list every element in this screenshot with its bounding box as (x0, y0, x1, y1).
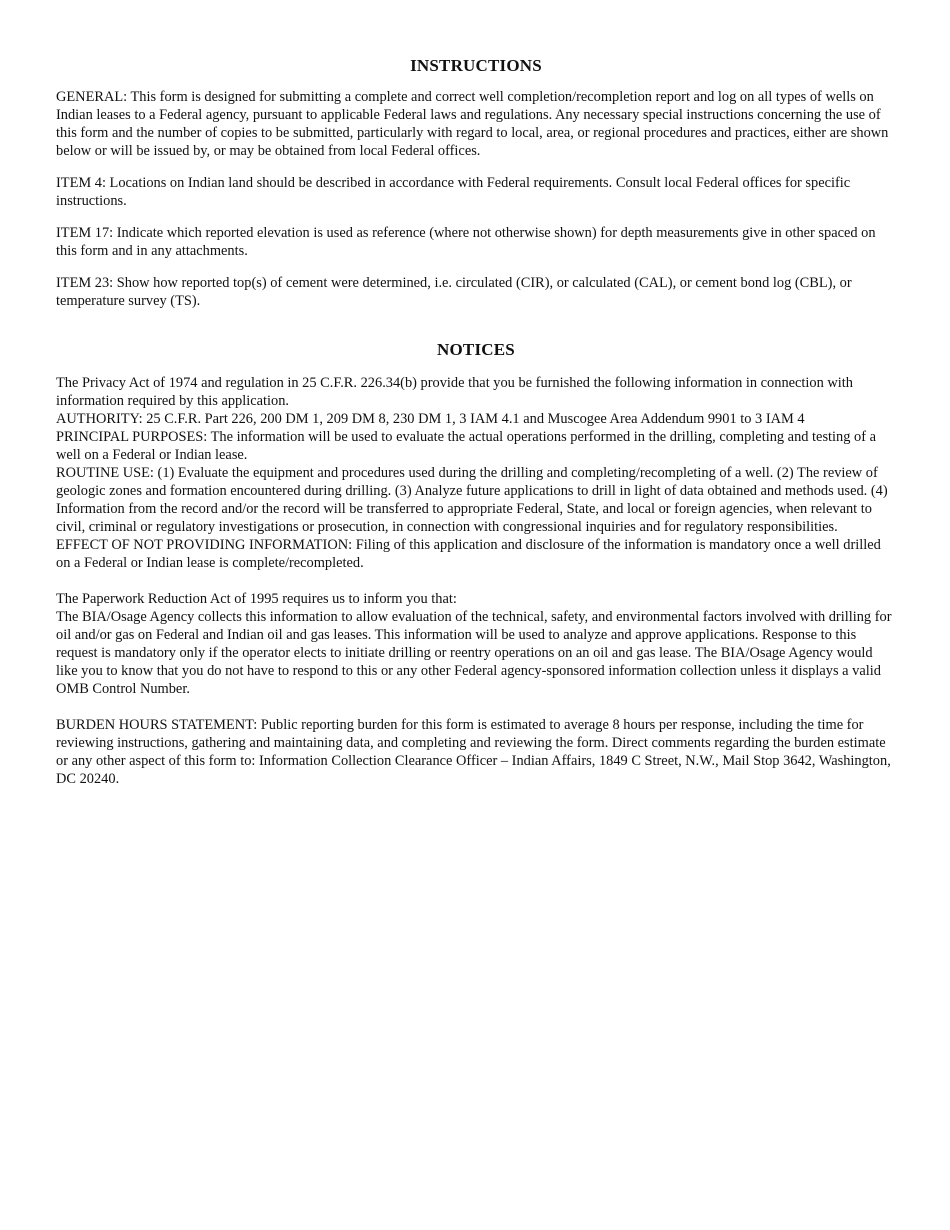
privacy-act-intro: The Privacy Act of 1974 and regulation in 25 C.F.R. 226.34(b) provide that you be furnished the following information in connection with information required by this application. (56, 375, 853, 409)
document-page (56, 54, 896, 788)
burden-hours-statement: BURDEN HOURS STATEMENT: Public reporting burden for this form is estimated to average 8 hours per response, including the time for reviewing instructions, gathering and maintaining data, and completing and reviewing the form. Direct comments regarding the burden estimate or any other aspect of this form to: Information Collection Clearance Officer – Indian Affairs, 1849 C Street, N.W., Mail Stop 3642, Washington, DC 20240. (56, 717, 891, 787)
section-spacer (56, 698, 896, 716)
authority-statement: AUTHORITY: 25 C.F.R. Part 226, 200 DM 1, 209 DM 8, 230 DM 1, 3 IAM 4.1 and Muscogee Area Addendum 9901 to 3 IAM 4 (56, 411, 805, 427)
section-spacer (56, 572, 896, 590)
principal-purposes: PRINCIPAL PURPOSES: The information will be used to evaluate the actual operations performed in the drilling, completing and testing of a well on a Federal or Indian lease. (56, 429, 876, 463)
instruction-item-4: ITEM 4: Locations on Indian land should be described in accordance with Federal requirements. Consult local Federal offices for specific instructions. (56, 175, 851, 209)
paperwork-act-body: The BIA/Osage Agency collects this information to allow evaluation of the technical, safety, and environmental factors involved with drilling for oil and/or gas on Federal and Indian oil and gas leases. This information will be used to analyze and approve applications. Response to this request is mandatory only if the operator elects to initiate drilling or reentry operations on an oil and gas lease. The BIA/Osage Agency would like you to know that you do not have to respond to this or any other Federal agency-sponsored information collection unless it displays a valid OMB Control Number. (56, 609, 892, 697)
notices-heading: NOTICES (437, 340, 515, 359)
instruction-item-23: ITEM 23: Show how reported top(s) of cement were determined, i.e. circulated (CIR), or calculated (CAL), or cement bond log (CBL), or temperature survey (TS). (56, 275, 852, 309)
instruction-general: GENERAL: This form is designed for submitting a complete and correct well completion/recompletion report and log on all types of wells on Indian leases to a Federal agency, pursuant to applicable Federal laws and regulations. Any necessary special instructions concerning the use of this form and the number of copies to be submitted, particularly with regard to local, area, or regional procedures and practices, either are shown below or will be issued by, or may be obtained from local Federal offices. (56, 89, 889, 159)
routine-use: ROUTINE USE: (1) Evaluate the equipment and procedures used during the drilling and completing/recompleting of a well. (2) The review of geologic zones and formation encountered during drilling. (3) Analyze future applications to drill in light of data obtained and methods used. (4) Information from the record and/or the record will be transferred to appropriate Federal, State, and local or foreign agencies, when relevant to civil, criminal or regulatory investigations or prosecution, in connection with congressional inquiries and for regulatory responsibilities. (56, 465, 888, 535)
instruction-item-17: ITEM 17: Indicate which reported elevation is used as reference (where not otherwise shown) for depth measurements give in other spaced on this form and in any attachments. (56, 225, 876, 259)
instructions-heading: INSTRUCTIONS (410, 56, 542, 75)
paperwork-act-intro: The Paperwork Reduction Act of 1995 requires us to inform you that: (56, 591, 457, 607)
effect-of-not-providing: EFFECT OF NOT PROVIDING INFORMATION: Filing of this application and disclosure of the information is mandatory once a well drilled on a Federal or Indian lease is complete/recompleted. (56, 537, 881, 571)
